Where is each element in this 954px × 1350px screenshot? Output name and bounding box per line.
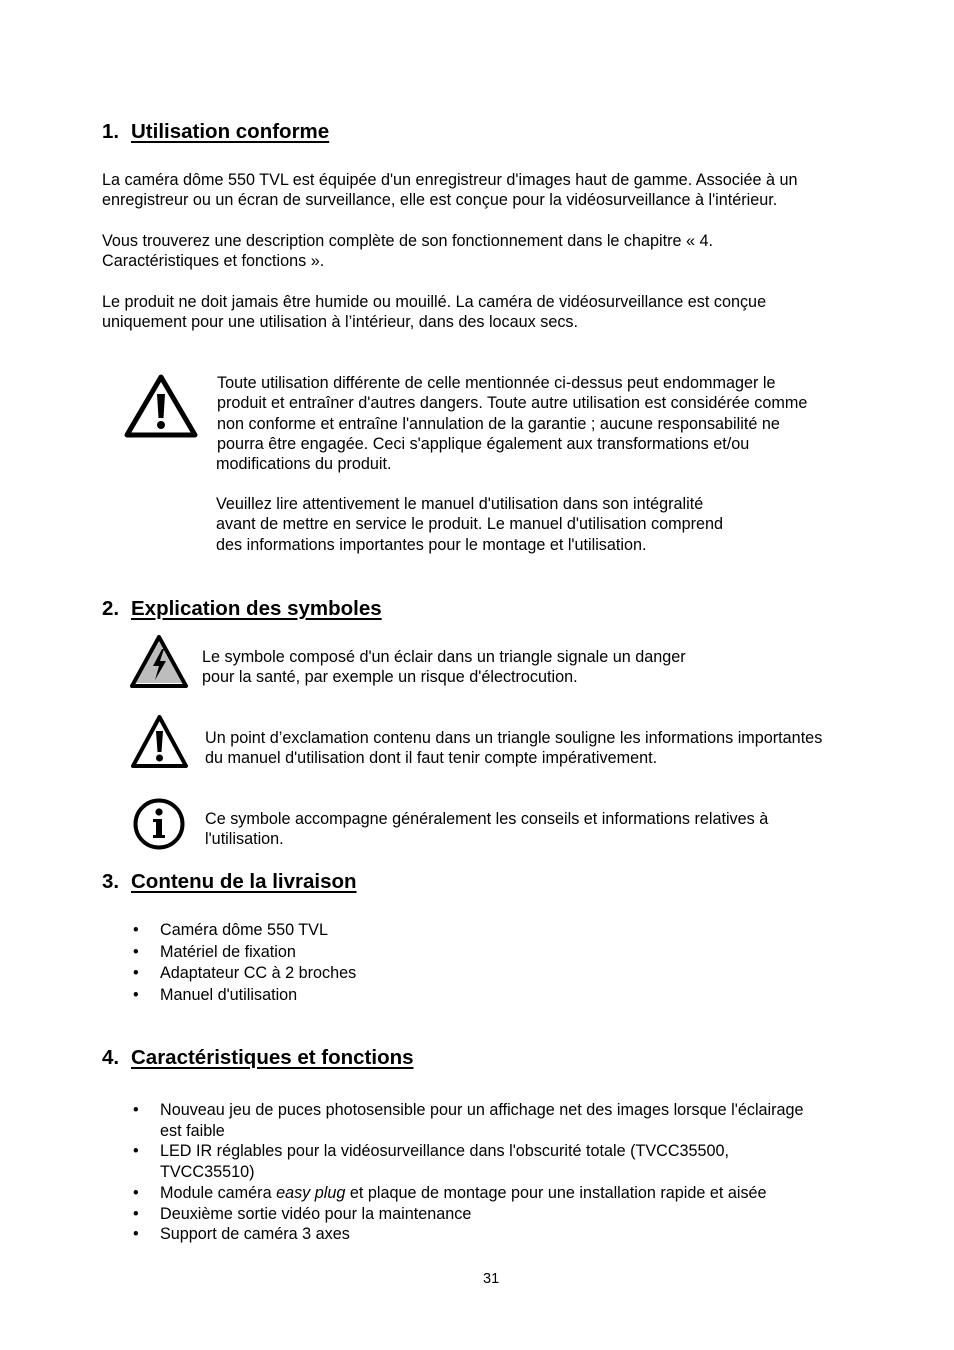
text-line: Toute utilisation différente de celle mentionnée ci-dessus peut endommager le <box>217 374 776 392</box>
text-line: La caméra dôme 550 TVL est équipée d'un enregistreur d'images haut de gamme. Associée à un <box>102 171 798 189</box>
section-number: 4. <box>102 1046 120 1069</box>
text-line: LED IR réglables pour la vidéosurveillance dans l'obscurité totale (TVCC35500, <box>160 1142 730 1161</box>
text-line: Support de caméra 3 axes <box>160 1225 350 1244</box>
features-list <box>160 1100 804 1245</box>
list-item <box>160 1183 804 1204</box>
text-line: Deuxième sortie vidéo pour la maintenance <box>160 1204 472 1223</box>
info-circle-icon <box>132 797 186 851</box>
paragraph-intended-use <box>102 170 797 211</box>
page-number: 31 <box>483 1271 500 1287</box>
list-item: • Matériel de fixation <box>160 942 356 964</box>
list-item-continuation: est faible <box>160 1121 225 1140</box>
section-1-heading <box>102 120 502 146</box>
text-line: avant de mettre en service le produit. Le manuel d'utilisation comprend <box>216 515 723 534</box>
list-item-continuation: TVCC35510) <box>160 1163 255 1182</box>
text-line: pour la santé, par exemple un risque d'électrocution. <box>202 668 578 687</box>
text-line: Le produit ne doit jamais être humide ou mouillé. La caméra de vidéosurveillance est conçue <box>102 293 767 311</box>
text-line: Un point d’exclamation contenu dans un triangle souligne les informations importantes <box>205 729 823 747</box>
section-number: 2. <box>102 597 120 620</box>
list-item: • Adaptateur CC à 2 broches <box>160 963 356 985</box>
paragraph-humidity <box>102 292 766 333</box>
text-line: uniquement pour une utilisation à l’intérieur, dans des locaux secs. <box>102 313 579 332</box>
section-3-heading <box>102 870 502 896</box>
exclamation-symbol-description <box>205 728 822 769</box>
text-line: du manuel d'utilisation dont il faut tenir compte impérativement. <box>205 749 658 768</box>
section-2-heading <box>102 597 502 623</box>
text-line: des informations importantes pour le montage et l'utilisation. <box>216 535 647 554</box>
text-line: enregistreur ou un écran de surveillance, elle est conçue pour la vidéosurveillance à l'intérieur. <box>102 191 778 210</box>
section-title: Contenu de la livraison <box>131 870 357 893</box>
list-item: • Caméra dôme 550 TVL <box>160 920 356 942</box>
paragraph-description-ref <box>102 231 713 272</box>
list-item: • Manuel d'utilisation <box>160 985 356 1007</box>
exclamation-triangle-icon <box>130 714 189 769</box>
section-title: Utilisation conforme <box>131 120 330 143</box>
list-item <box>160 1141 804 1162</box>
section-4-heading <box>102 1046 502 1072</box>
text-line: l'utilisation. <box>205 830 284 849</box>
list-item <box>160 1100 804 1121</box>
delivery-contents-list <box>160 920 356 1006</box>
text-fragment: et plaque de montage pour une installation rapide et aisée <box>345 1183 767 1202</box>
warning-paragraph-misuse <box>217 373 807 474</box>
section-title: Caractéristiques et fonctions <box>131 1046 414 1069</box>
text-line: Le symbole composé d'un éclair dans un triangle signale un danger <box>202 648 686 666</box>
section-title: Explication des symboles <box>131 597 382 620</box>
text-line: Nouveau jeu de puces photosensible pour un affichage net des images lorsque l'éclairage <box>160 1101 804 1119</box>
italic-product-name: easy plug <box>276 1183 346 1202</box>
text-line: produit et entraîner d'autres dangers. Toute autre utilisation est considérée comme <box>217 394 808 413</box>
warning-paragraph-read-manual <box>216 494 723 555</box>
section-number: 1. <box>102 120 120 143</box>
lightning-symbol-description <box>202 647 686 688</box>
text-line: Ce symbole accompagne généralement les conseils et informations relatives à <box>205 810 769 828</box>
lightning-triangle-icon <box>129 634 189 689</box>
warning-triangle-icon <box>124 374 198 438</box>
list-item <box>160 1224 804 1245</box>
text-line: Caractéristiques et fonctions ». <box>102 252 325 271</box>
text-fragment: Module caméra <box>160 1183 277 1202</box>
text-line: Veuillez lire attentivement le manuel d'utilisation dans son intégralité <box>216 495 704 513</box>
section-number: 3. <box>102 870 120 893</box>
text-line: non conforme et entraîne l'annulation de la garantie ; aucune responsabilité ne <box>217 414 780 433</box>
info-symbol-description <box>205 809 768 850</box>
text-line: Vous trouverez une description complète de son fonctionnement dans le chapitre « 4. <box>102 232 714 250</box>
text-line: modifications du produit. <box>216 455 392 474</box>
text-line: pourra être engagée. Ceci s'applique également aux transformations et/ou <box>217 434 750 453</box>
list-item <box>160 1204 804 1225</box>
